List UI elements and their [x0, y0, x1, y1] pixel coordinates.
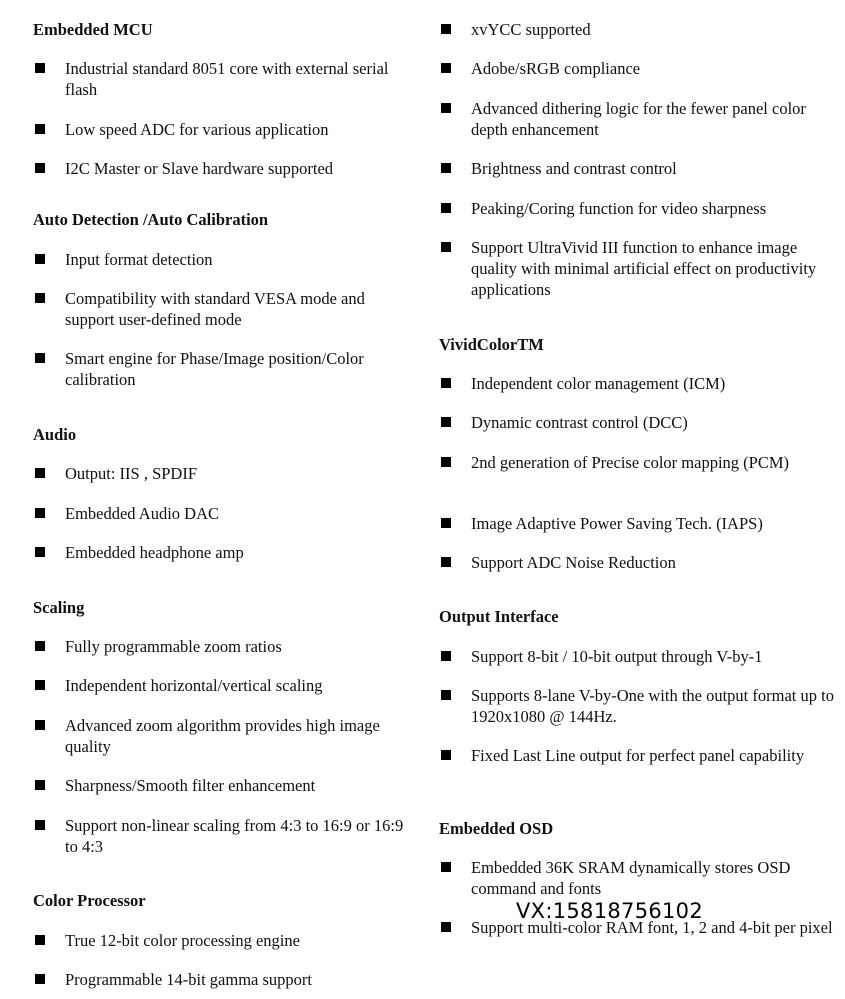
watermark-text: VX:15818756102	[516, 899, 703, 923]
list-item-text: Support 8-bit / 10-bit output through V-by-1	[471, 647, 763, 666]
square-bullet-icon	[35, 547, 45, 557]
list-item-text: Dynamic contrast control (DCC)	[471, 413, 688, 432]
square-bullet-icon	[441, 750, 451, 760]
list-item-text: True 12-bit color processing engine	[65, 931, 300, 950]
list-item-text: Support UltraVivid III function to enhance image quality with minimal artificial effect on productivity applications	[471, 238, 817, 299]
square-bullet-icon	[441, 163, 451, 173]
square-bullet-icon	[441, 862, 451, 872]
list-item-text: Brightness and contrast control	[471, 159, 677, 178]
square-bullet-icon	[35, 680, 45, 690]
section-title-output-interface: Output Interface	[439, 607, 559, 626]
square-bullet-icon	[35, 63, 45, 73]
square-bullet-icon	[441, 690, 451, 700]
list-item-text: xvYCC supported	[471, 20, 591, 39]
list-item-text: Supports 8-lane V-by-One with the output format up to 1920x1080 @ 144Hz.	[471, 686, 834, 726]
square-bullet-icon	[35, 935, 45, 945]
list-item-text: Support non-linear scaling from 4:3 to 16:9 or 16:9 to 4:3	[65, 816, 404, 856]
list-item-text: Support multi-color RAM font, 1, 2 and 4-bit per pixel	[471, 918, 833, 937]
section-title-color-processor: Color Processor	[33, 891, 146, 910]
list-item-text: 2nd generation of Precise color mapping (PCM)	[471, 453, 790, 472]
square-bullet-icon	[35, 780, 45, 790]
list-item-text: Peaking/Coring function for video sharpness	[471, 199, 767, 218]
list-item-text: Programmable 14-bit gamma support	[65, 970, 312, 989]
list-item-text: Embedded Audio DAC	[65, 504, 219, 523]
list-item-text: Sharpness/Smooth filter enhancement	[65, 776, 316, 795]
square-bullet-icon	[441, 557, 451, 567]
section-title-scaling: Scaling	[33, 598, 85, 617]
list-item-text: Independent horizontal/vertical scaling	[65, 676, 323, 695]
section-title-auto-detection: Auto Detection /Auto Calibration	[33, 210, 269, 229]
list-item-text: Adobe/sRGB compliance	[471, 59, 641, 78]
square-bullet-icon	[35, 468, 45, 478]
list-item-text: Smart engine for Phase/Image position/Color calibration	[65, 349, 364, 389]
list-item-text: Input format detection	[65, 250, 213, 269]
list-item-text: Fully programmable zoom ratios	[65, 637, 282, 656]
square-bullet-icon	[35, 641, 45, 651]
square-bullet-icon	[441, 378, 451, 388]
section-title-vividcolor: VividColorTM	[439, 335, 544, 354]
square-bullet-icon	[441, 651, 451, 661]
list-item-text: Output: IIS , SPDIF	[65, 464, 198, 483]
square-bullet-icon	[441, 203, 451, 213]
square-bullet-icon	[441, 63, 451, 73]
square-bullet-icon	[35, 163, 45, 173]
square-bullet-icon	[441, 922, 451, 932]
square-bullet-icon	[35, 720, 45, 730]
list-item-text: Support ADC Noise Reduction	[471, 553, 676, 572]
list-item-text: Industrial standard 8051 core with external serial flash	[65, 59, 389, 99]
list-item-text: Independent color management (ICM)	[471, 374, 726, 393]
square-bullet-icon	[35, 974, 45, 984]
section-title-embedded-osd: Embedded OSD	[439, 819, 554, 838]
square-bullet-icon	[35, 820, 45, 830]
square-bullet-icon	[441, 24, 451, 34]
square-bullet-icon	[441, 242, 451, 252]
square-bullet-icon	[441, 103, 451, 113]
square-bullet-icon	[35, 254, 45, 264]
list-item-text: I2C Master or Slave hardware supported	[65, 159, 334, 178]
list-item-text: Fixed Last Line output for perfect panel capability	[471, 746, 805, 765]
square-bullet-icon	[35, 353, 45, 363]
list-item-text: Low speed ADC for various application	[65, 120, 329, 139]
list-item-text: Advanced zoom algorithm provides high image quality	[65, 716, 380, 756]
list-item-text: Compatibility with standard VESA mode and support user-defined mode	[65, 289, 365, 329]
square-bullet-icon	[441, 518, 451, 528]
square-bullet-icon	[35, 124, 45, 134]
list-item-text: Advanced dithering logic for the fewer panel color depth enhancement	[471, 99, 806, 139]
square-bullet-icon	[441, 457, 451, 467]
square-bullet-icon	[441, 417, 451, 427]
section-title-embedded-mcu: Embedded MCU	[33, 20, 153, 39]
list-item-text: Embedded headphone amp	[65, 543, 244, 562]
section-title-audio: Audio	[33, 425, 77, 444]
square-bullet-icon	[35, 508, 45, 518]
list-item-text: Embedded 36K SRAM dynamically stores OSD command and fonts	[471, 858, 791, 898]
square-bullet-icon	[35, 293, 45, 303]
list-item-text: Image Adaptive Power Saving Tech. (IAPS)	[471, 514, 763, 533]
